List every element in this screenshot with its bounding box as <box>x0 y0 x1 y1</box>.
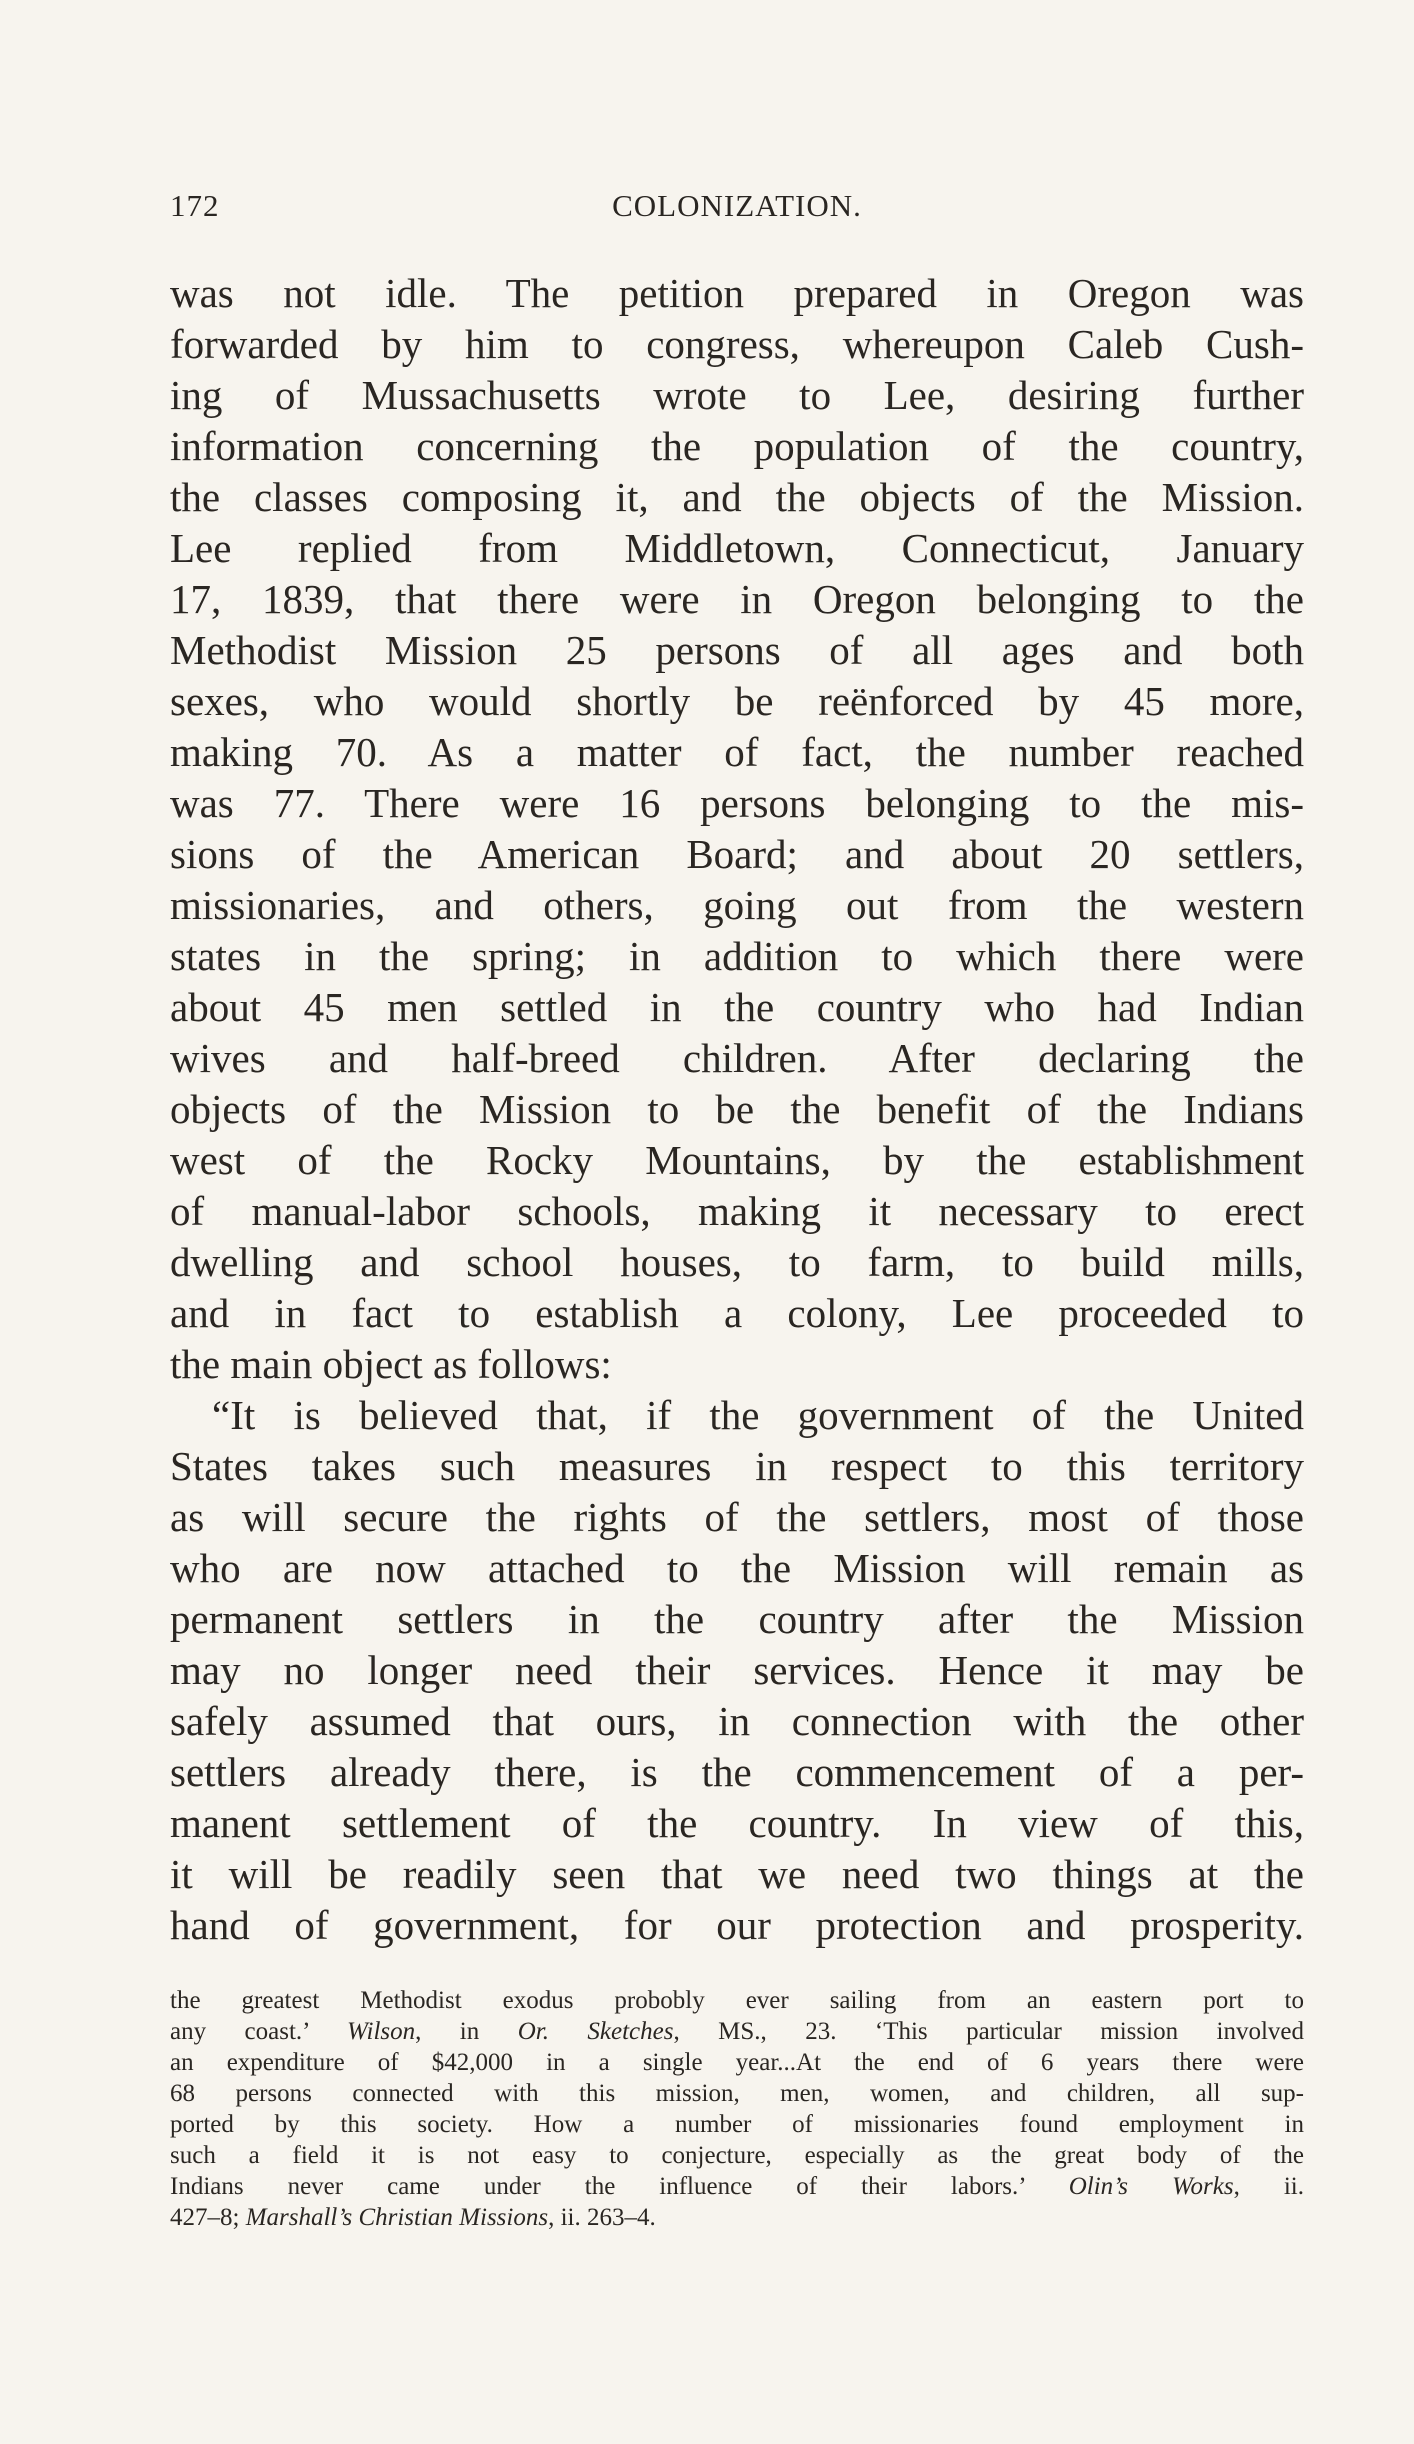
paragraph-1 <box>170 268 1304 1390</box>
text-line: safely assumed that ours, in connection with the other <box>170 1698 1304 1744</box>
footnote-text: , ii. <box>1233 2173 1304 2200</box>
page-header <box>170 188 1304 228</box>
footnote-text: , ii. 263–4. <box>548 2204 656 2231</box>
text-line: information concerning the population of the country, <box>170 423 1304 469</box>
footnote-line <box>170 2171 1304 2202</box>
text-line: it will be readily seen that we need two things at the <box>170 1851 1304 1897</box>
text-line: the classes composing it, and the objects of the Mission. <box>170 474 1304 520</box>
footnote-line: the greatest Methodist exodus probobly ever sailing from an eastern port to <box>170 1987 1304 2014</box>
text-line: sions of the American Board; and about 20 settlers, <box>170 831 1304 877</box>
text-line: “It is believed that, if the government of the United <box>212 1392 1304 1438</box>
body-text <box>170 268 1304 1951</box>
footnote-line <box>170 2202 1304 2233</box>
citation-title: Marshall’s Christian Missions <box>245 2204 549 2231</box>
text-line: hand of government, for our protection and prosperity. <box>170 1902 1304 1948</box>
text-line: and in fact to establish a colony, Lee proceeded to <box>170 1290 1304 1336</box>
text-line: of manual-labor schools, making it necessary to erect <box>170 1188 1304 1234</box>
footnote-line: such a field it is not easy to conjecture, especially as the great body of the <box>170 2142 1304 2169</box>
text-line: about 45 men settled in the country who had Indian <box>170 984 1304 1030</box>
text-line: manent settlement of the country. In view of this, <box>170 1800 1304 1846</box>
text-line: who are now attached to the Mission will remain as <box>170 1545 1304 1591</box>
text-line: dwelling and school houses, to farm, to build mills, <box>170 1239 1304 1285</box>
paragraph-2-quotation <box>170 1390 1304 1951</box>
footnote-text: Indians never came under the influence of their labors.’ <box>170 2173 1069 2200</box>
text-line: sexes, who would shortly be reënforced by 45 more, <box>170 678 1304 724</box>
text-line: settlers already there, is the commencement of a per- <box>170 1749 1304 1795</box>
citation-title: Or. Sketches <box>517 2018 674 2045</box>
footnote <box>170 1985 1304 2233</box>
text-line: objects of the Mission to be the benefit of the Indians <box>170 1086 1304 1132</box>
text-line: permanent settlers in the country after the Mission <box>170 1596 1304 1642</box>
citation-author: Wilson <box>347 2018 416 2045</box>
text-line: 17, 1839, that there were in Oregon belonging to the <box>170 576 1304 622</box>
running-title: COLONIZATION. <box>612 188 862 223</box>
footnote-line: ported by this society. How a number of missionaries found employment in <box>170 2111 1304 2138</box>
footnote-text: , in <box>415 2018 518 2045</box>
text-line: ing of Mussachusetts wrote to Lee, desiring further <box>170 372 1304 418</box>
text-line: the main object as follows: <box>170 1341 612 1387</box>
text-line: was 77. There were 16 persons belonging to the mis- <box>170 780 1304 826</box>
text-line: as will secure the rights of the settlers, most of those <box>170 1494 1304 1540</box>
text-line: wives and half-breed children. After declaring the <box>170 1035 1304 1081</box>
text-line: was not idle. The petition prepared in Oregon was <box>170 270 1304 316</box>
text-line: Methodist Mission 25 persons of all ages and both <box>170 627 1304 673</box>
footnote-text: 427–8; <box>170 2204 246 2231</box>
text-line: may no longer need their services. Hence it may be <box>170 1647 1304 1693</box>
text-line: missionaries, and others, going out from the western <box>170 882 1304 928</box>
footnote-line: an expenditure of $42,000 in a single year...At the end of 6 years there were <box>170 2049 1304 2076</box>
citation-title: Olin’s Works <box>1068 2173 1234 2200</box>
footnote-line <box>170 2016 1304 2047</box>
footnote-text: any coast.’ <box>170 2018 348 2045</box>
page-number: 172 <box>170 188 220 223</box>
text-line: west of the Rocky Mountains, by the establishment <box>170 1137 1304 1183</box>
text-line: making 70. As a matter of fact, the number reached <box>170 729 1304 775</box>
text-line: States takes such measures in respect to this territory <box>170 1443 1304 1489</box>
footnote-line: 68 persons connected with this mission, men, women, and children, all sup- <box>170 2080 1304 2107</box>
footnote-text: , MS., 23. ‘This particular mission involved <box>673 2018 1304 2045</box>
text-line: Lee replied from Middletown, Connecticut, January <box>170 525 1304 571</box>
text-line: states in the spring; in addition to which there were <box>170 933 1304 979</box>
text-line: forwarded by him to congress, whereupon Caleb Cush- <box>170 321 1304 367</box>
